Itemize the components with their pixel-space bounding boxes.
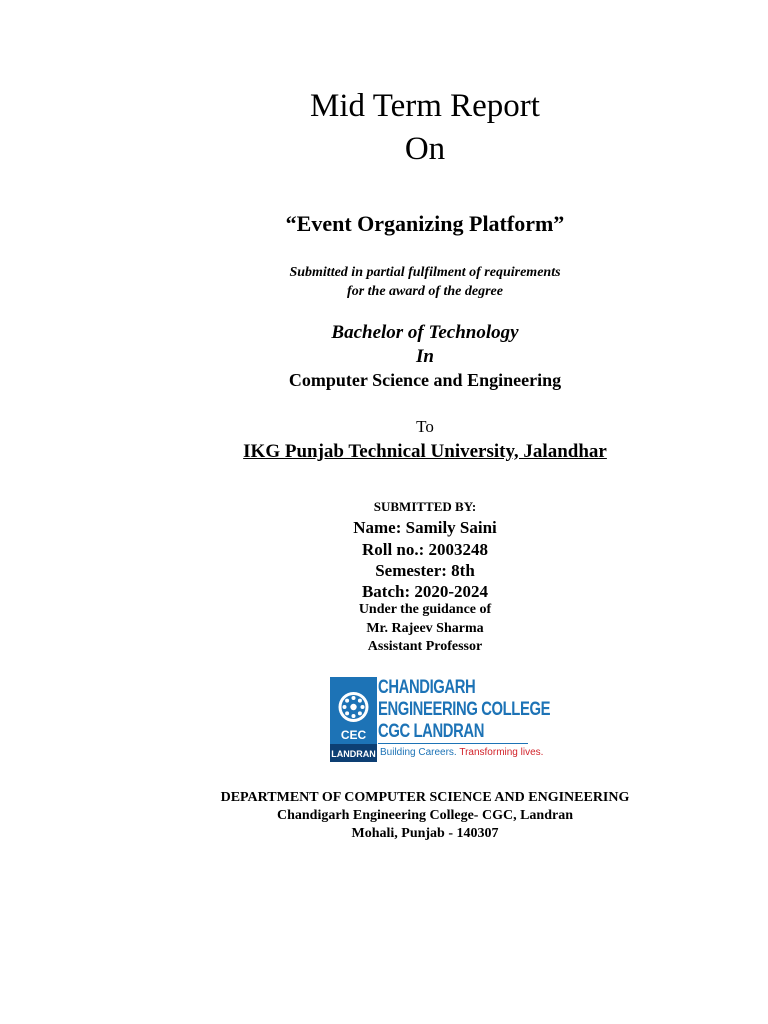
submission-line-1: Submitted in partial fulfilment of requirements <box>289 265 561 280</box>
submitted-by-heading: SUBMITTED BY: <box>373 499 477 514</box>
logo-line-2: ENGINEERING COLLEGE <box>378 699 551 720</box>
project-title: “Event Organizing Platform” <box>285 211 565 236</box>
tagline-part-2: Transforming lives. <box>459 747 544 758</box>
report-title: Mid Term Report <box>310 88 540 124</box>
college-name: Chandigarh Engineering College- CGC, Landran <box>277 808 573 823</box>
student-semester: Semester: 8th <box>375 561 475 580</box>
report-title-on: On <box>404 131 446 167</box>
submission-line-2: for the award of the degree <box>347 284 503 299</box>
degree-in: In <box>416 346 434 367</box>
college-address: Mohali, Punjab - 140307 <box>351 826 499 841</box>
university-name: IKG Punjab Technical University, Jalandhar <box>243 441 607 462</box>
logo-tagline <box>380 747 543 758</box>
student-batch: Batch: 2020-2024 <box>361 582 489 601</box>
student-name: Name: Samily Saini <box>353 518 497 537</box>
to-label: To <box>416 417 434 436</box>
student-roll: Roll no.: 2003248 <box>361 540 489 559</box>
college-emblem-icon <box>330 677 377 762</box>
degree-branch: Computer Science and Engineering <box>288 370 562 390</box>
emblem-abbreviation: CEC <box>340 728 367 742</box>
department-name: DEPARTMENT OF COMPUTER SCIENCE AND ENGINEERING <box>220 790 630 805</box>
college-logo <box>330 677 551 762</box>
emblem-place: LANDRAN <box>331 749 376 759</box>
guidance-heading: Under the guidance of <box>358 602 492 617</box>
logo-line-1: CHANDIGARH <box>378 677 476 698</box>
tagline-part-1: Building Careers. <box>380 747 457 758</box>
degree-name: Bachelor of Technology <box>331 322 519 343</box>
guide-name: Mr. Rajeev Sharma <box>366 621 484 636</box>
guide-designation: Assistant Professor <box>367 639 483 654</box>
logo-divider <box>378 743 528 744</box>
logo-line-3: CGC LANDRAN <box>378 721 485 742</box>
